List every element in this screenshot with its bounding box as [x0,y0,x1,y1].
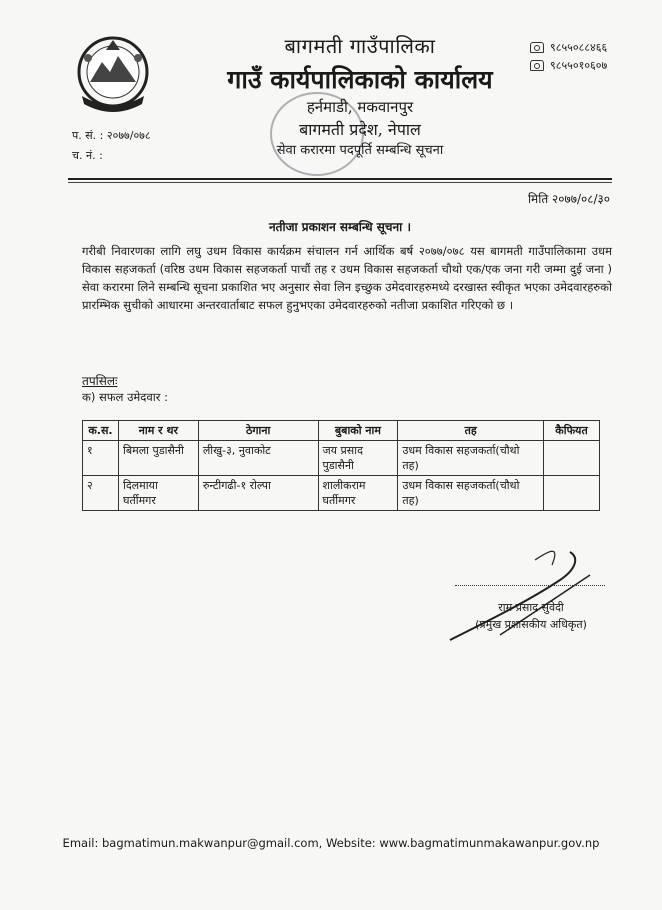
table-row [83,476,600,511]
col-header-serial: क.स. [83,421,119,441]
col-header-remarks: कैफियत [544,421,600,441]
phone-icon [530,42,544,53]
document-date: मिति २०७७/०८/३० [527,192,610,206]
province-name: बागमती प्रदेश, नेपाल [299,120,421,139]
municipality-name: बागमती गाउँपालिका [284,34,436,58]
office-stamp [270,92,364,176]
signatory-name: राम प्रसाद सुवेदी [498,601,564,614]
col-header-name: नाम र थर [118,421,198,441]
contact-footer: Email: bagmatimun.makwanpur@gmail.com, Website: www.bagmatimunmakawanpur.gov.np [62,836,600,850]
table-header-row [83,421,600,441]
handwritten-signature [440,540,610,650]
successful-candidates-label: क) सफल उमेदवार : [82,390,168,404]
phone-number-2 [530,58,607,73]
dispatch-number: च. नं. : [72,149,103,162]
col-header-level: तह [398,421,544,441]
col-header-father-name: बुबाको नाम [318,421,398,441]
results-table [82,420,600,511]
office-name: गाउँ कार्यपालिकाको कार्यालय [227,65,493,94]
cell-name: दिलमाया घर्तीमगर [118,476,198,511]
table-row [83,441,600,476]
phone-text: ९८५५०८८४६६ [550,41,608,54]
cell-serial: २ [83,476,119,511]
office-address: हर्नमाडी, मकवानपुर [306,98,414,116]
phone-text: ९८५५०१०६०७ [550,59,608,72]
cell-name: बिमला पुडासैनी [118,441,198,476]
details-heading: तपसिलः [82,374,118,388]
header-divider [68,178,612,180]
cell-remarks [544,441,600,476]
notice-category: सेवा करारमा पदपूर्ति सम्बन्धि सूचना [276,143,444,158]
cell-address: रुन्टीगढी-१ रोल्पा [198,476,318,511]
cell-serial: १ [83,441,119,476]
cell-father-name: शालीकराम घर्तीमगर [318,476,398,511]
signature-line [455,585,605,586]
col-header-address: ठेगाना [198,421,318,441]
signatory-title: (प्रमुख प्रशासकीय अधिकृत) [475,618,587,631]
reference-number: प. सं. : २०७७/०७८ [72,129,151,142]
notice-subject: नतीजा प्रकाशन सम्बन्धि सूचना । [268,220,412,234]
cell-address: लीखु-३, नुवाकोट [198,441,318,476]
phone-number-1 [530,40,607,55]
nepal-emblem-logo [68,30,158,118]
cell-remarks [544,476,600,511]
phone-icon [530,60,544,71]
cell-level: उधम विकास सहजकर्ता(चौथो तह) [398,441,544,476]
cell-father-name: जय प्रसाद पुडासैनी [318,441,398,476]
header-divider-thin [68,182,612,183]
notice-body: गरीबी निवारणका लागि लघु उधम विकास कार्यक्रम संचालन गर्न आर्थिक बर्ष २०७७/०७८ यस बागमती गाउँपालिकामा उधम विकास सहजकर्ता (वरिष्ठ उधम विकास सहजकर्ता पाचौं तह र उधम विकास सहजकर्ता चौथो एक/एक जना गरी जम्मा दुई जना ) सेवा करारमा लिने सम्बन्धि सूचना प्रकाशित भए अनुसार सेवा लिन इच्छुक उमेदवारहरुमध्ये दरखास्त स्वीकृत भएका उमेदवारहरुको प्रारम्भिक सुचीको आधारमा अन्तरवार्ताबाट सफल हुनुभएका उमेदवारहरुको नतीजा प्रकाशित गरिएको छ । [82,244,612,312]
cell-level: उधम विकास सहजकर्ता(चौथो तह) [398,476,544,511]
